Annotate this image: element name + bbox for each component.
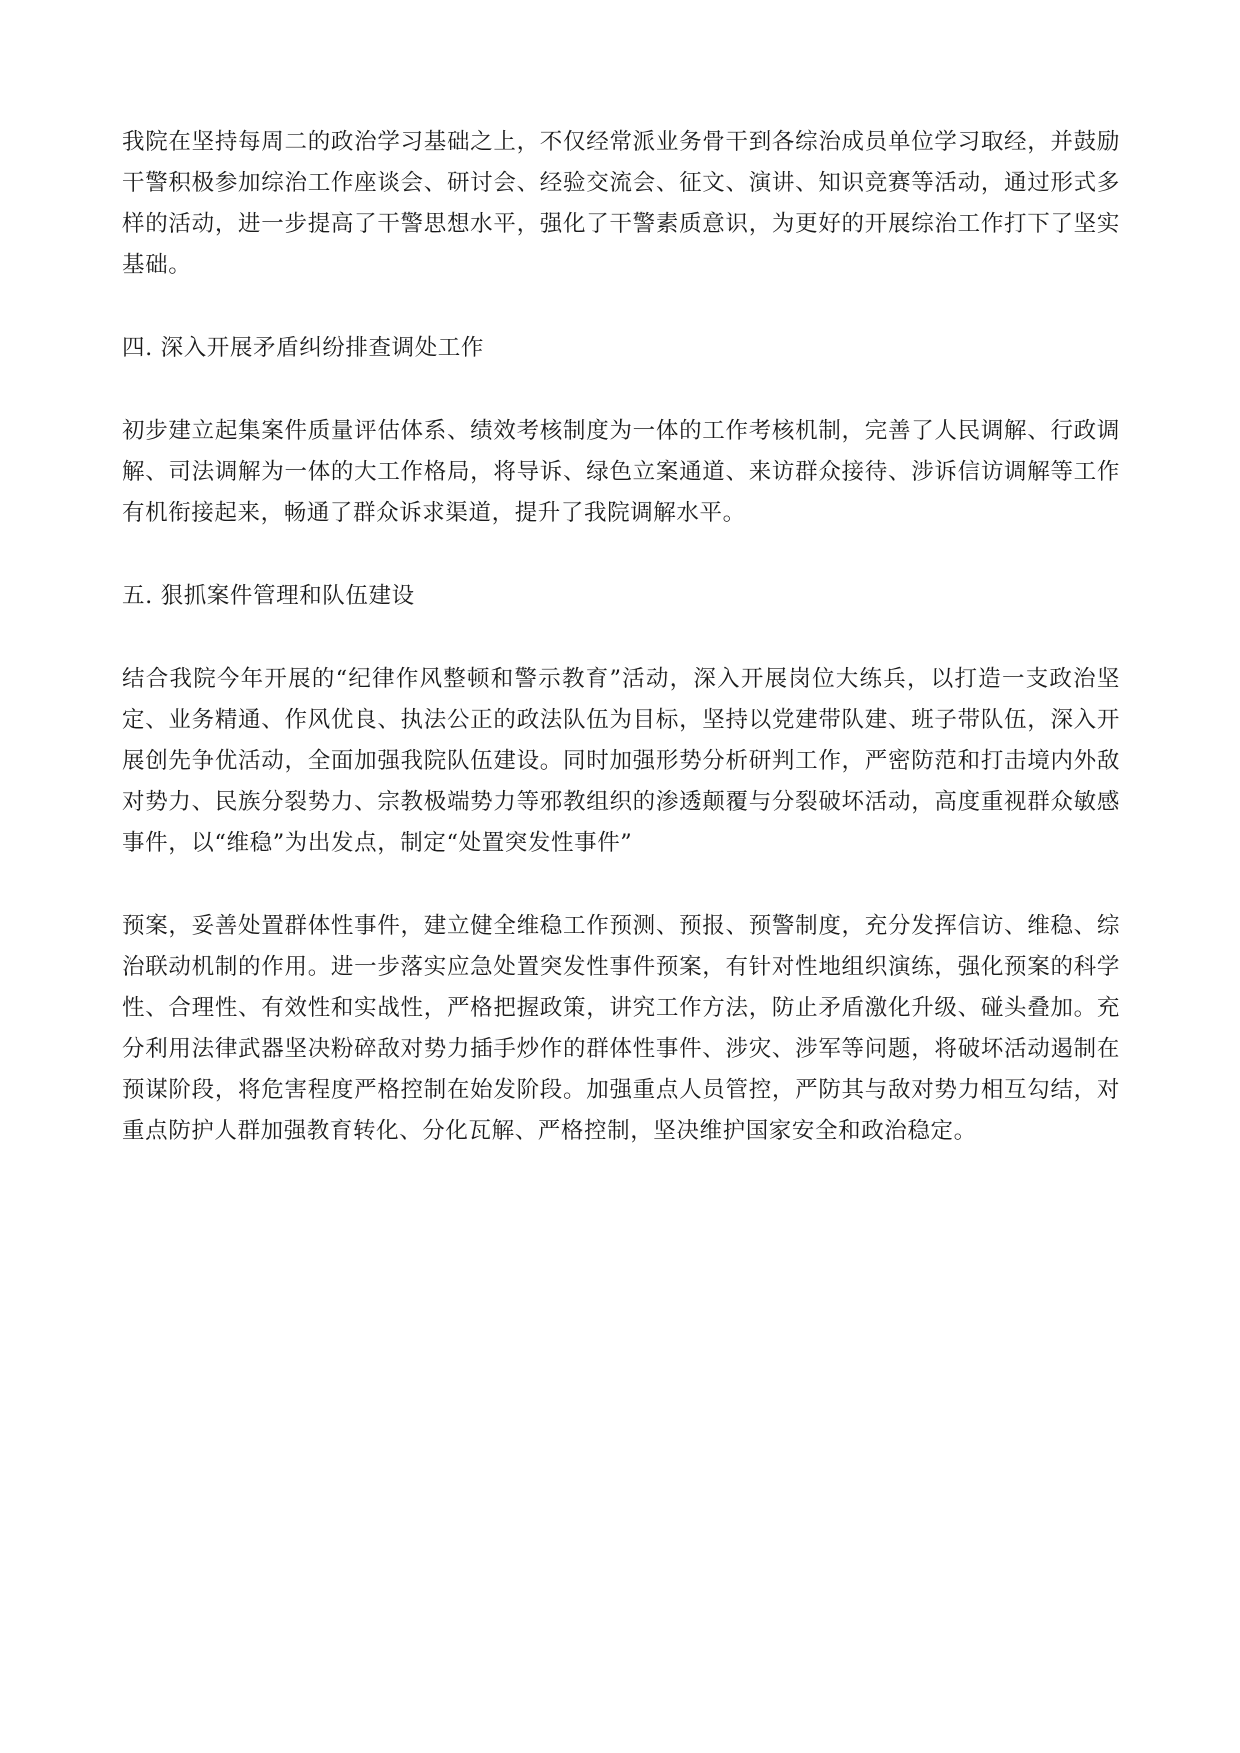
body-paragraph: 结合我院今年开展的“纪律作风整顿和警示教育”活动，深入开展岗位大练兵，以打造一支政治坚定、业务精通、作风优良、执法公正的政法队伍为目标，坚持以党建带队建、班子带队伍，深入开展创先争优活动，全面加强我院队伍建设。同时加强形势分析研判工作，严密防范和打击境内外敌对势力、民族分裂势力、宗教极端势力等邪教组织的渗透颠覆与分裂破坏活动，高度重视群众敏感事件，以“维稳”为出发点，制定“处置突发性事件” (122, 666, 1120, 856)
body-paragraph: 预案，妥善处置群体性事件，建立健全维稳工作预测、预报、预警制度，充分发挥信访、维稳、综治联动机制的作用。进一步落实应急处置突发性事件预案，有针对性地组织演练，强化预案的科学性、合理性、有效性和实战性，严格把握政策，讲究工作方法，防止矛盾激化升级、碰头叠加。充分利用法律武器坚决粉碎敌对势力插手炒作的群体性事件、涉灾、涉军等问题，将破坏活动遏制在预谋阶段，将危害程度严格控制在始发阶段。加强重点人员管控，严防其与敌对势力相互勾结，对重点防护人群加强教育转化、分化瓦解、严格控制，坚决维护国家安全和政治稳定。 (122, 913, 1120, 1144)
body-paragraph: 初步建立起集案件质量评估体系、绩效考核制度为一体的工作考核机制，完善了人民调解、行政调解、司法调解为一体的大工作格局，将导诉、绿色立案通道、来访群众接待、涉诉信访调解等工作有机衔接起来，畅通了群众诉求渠道，提升了我院调解水平。 (122, 418, 1120, 526)
body-paragraph: 我院在坚持每周二的政治学习基础之上，不仅经常派业务骨干到各综治成员单位学习取经，并鼓励干警积极参加综治工作座谈会、研讨会、经验交流会、征文、演讲、知识竞赛等活动，通过形式多样的活动，进一步提高了干警思想水平，强化了干警素质意识，为更好的开展综治工作打下了坚实基础。 (122, 129, 1120, 278)
section-heading: 五. 狠抓案件管理和队伍建设 (122, 583, 415, 609)
section-heading: 四. 深入开展矛盾纠纷排查调处工作 (122, 335, 485, 361)
